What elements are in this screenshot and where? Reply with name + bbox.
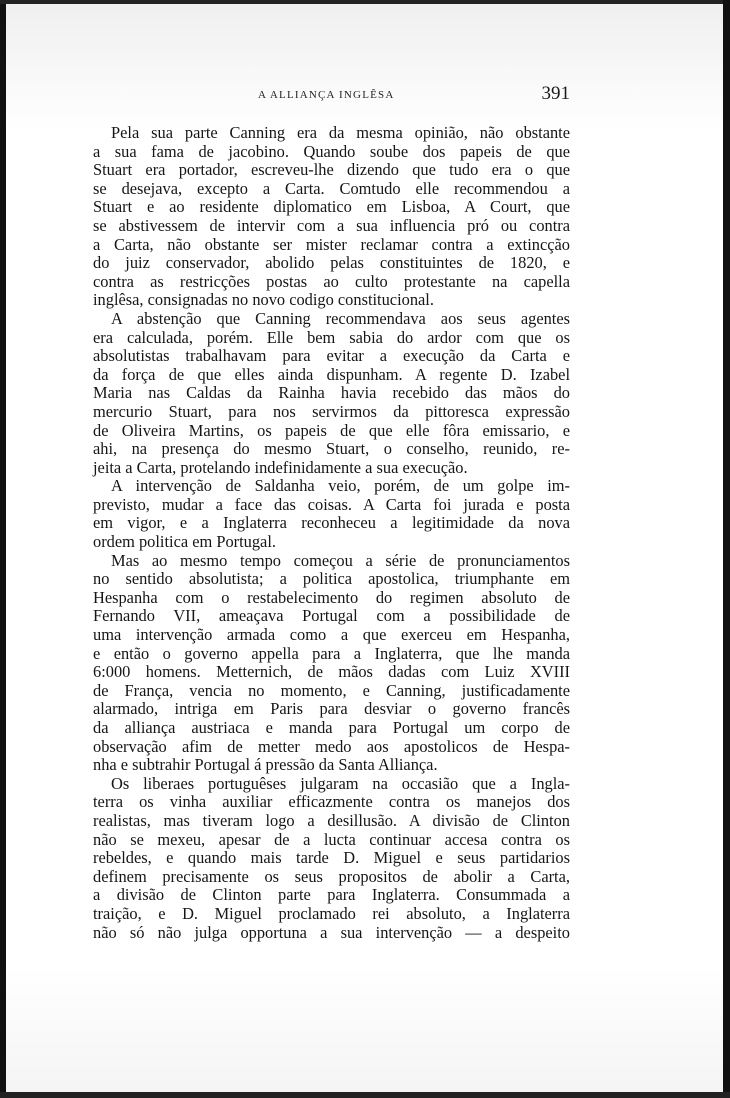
text-line: Maria nas Caldas da Rainha havia recebido das mãos do: [93, 383, 570, 403]
text-line: definem precisamente os seus propositos de abolir a Carta,: [93, 866, 570, 886]
text-line: era calculada, porém. Elle bem sabia do ardor com que os: [93, 327, 570, 347]
text-line: no sentido absolutista; a politica apostolica, triumphante em: [93, 569, 570, 589]
text-line: do juiz conservador, abolido pelas constituintes de 1820, e: [93, 253, 570, 273]
text-line: de França, vencia no momento, e Canning, justificadamente: [93, 680, 570, 700]
text-line: mercurio Stuart, para nos servirmos da pittoresca expressão: [93, 401, 570, 421]
text-line: da alliança austriaca e manda para Portugal um corpo de: [93, 718, 570, 737]
text-line: terra os vinha auxiliar efficazmente contra os manejos dos: [93, 792, 570, 812]
text-line: 6:000 homens. Metternich, de mãos dadas com Luiz XVIII: [93, 662, 570, 682]
text-line: não se mexeu, apesar de a lucta continuar accesa contra os: [93, 829, 570, 849]
text-line: se abstivessem de intervir com a sua influencia pró ou contra: [93, 215, 570, 235]
running-title: A ALLIANÇA INGLÊSA: [258, 89, 395, 101]
page-number: 391: [541, 83, 570, 104]
text-line: Pela sua parte Canning era da mesma opinião, não obstante: [111, 123, 570, 142]
text-line: A abstenção que Canning recommendava aos seus agentes: [111, 308, 570, 328]
text-line: inglêsa, consignadas no novo codigo constitucional.: [93, 290, 434, 310]
text-line: Stuart era portador, escreveu-lhe dizendo que tudo era o que: [93, 160, 570, 180]
text-line: não só não julga opportuna a sua intervenção — a despeito: [93, 922, 570, 942]
text-line: alarmado, intriga em Paris para desviar o governo francês: [93, 699, 570, 719]
text-line: ahi, na presença do mesmo Stuart, o conselho, reunido, re-: [93, 439, 570, 459]
text-line: traição, e D. Miguel proclamado rei absoluto, a Inglaterra: [93, 903, 570, 923]
text-line: Hespanha com o restabelecimento do regimen absoluto de: [93, 587, 570, 607]
text-line: se desejava, excepto a Carta. Comtudo elle recommendou a: [93, 178, 570, 198]
scan-border-top: [0, 0, 730, 4]
text-line: a divisão de Clinton parte para Inglaterra. Consummada a: [93, 885, 570, 905]
text-line: a Carta, não obstante ser mister reclamar contra a extincção: [93, 234, 570, 254]
text-line: jeita a Carta, protelando indefinidamente a sua execução.: [93, 457, 468, 477]
text-line: uma intervenção armada como a que exerceu em Hespanha,: [93, 625, 570, 645]
text-line: observação afim de metter medo aos apostolicos de Hespa-: [93, 736, 570, 756]
text-line: realistas, mas tiveram logo a desillusão. A divisão de Clinton: [93, 810, 570, 830]
text-line: e então o governo appella para a Inglaterra, que lhe manda: [93, 643, 570, 663]
text-line: Os liberaes portuguêses julgaram na occasião que a Ingla-: [111, 773, 570, 793]
text-line: previsto, mudar a face das coisas. A Carta foi jurada e posta: [93, 494, 570, 514]
text-line: A intervenção de Saldanha veio, porém, de um golpe im-: [111, 476, 570, 496]
text-line: contra as restricções postas ao culto protestante na capella: [93, 271, 570, 291]
text-line: a sua fama de jacobino. Quando soube dos papeis de que: [93, 141, 570, 161]
body-text: [93, 124, 570, 942]
running-head: [92, 83, 570, 107]
scan-border-bottom: [0, 1092, 730, 1098]
text-line: em vigor, e a Inglaterra reconheceu a legitimidade da nova: [93, 513, 570, 533]
text-line: ordem politica em Portugal.: [93, 532, 276, 552]
text-line: absolutistas trabalhavam para evitar a execução da Carta e: [93, 346, 570, 366]
text-line: nha e subtrahir Portugal á pressão da Santa Alliança.: [93, 755, 438, 775]
scan-border-right: [723, 0, 730, 1098]
text-line: da força de que elles ainda dispunham. A regente D. Izabel: [93, 364, 570, 384]
text-line: de Oliveira Martins, os papeis de que elle fôra emissario, e: [93, 420, 570, 440]
text-line: rebeldes, e quando mais tarde D. Miguel e seus partidarios: [93, 848, 570, 868]
text-line: Stuart e ao residente diplomatico em Lisboa, A Court, que: [93, 197, 570, 217]
scan-border-left: [0, 0, 6, 1098]
text-line: Fernando VII, ameaçava Portugal com a possibilidade de: [93, 606, 570, 626]
text-line: Mas ao mesmo tempo começou a série de pronunciamentos: [111, 550, 570, 570]
